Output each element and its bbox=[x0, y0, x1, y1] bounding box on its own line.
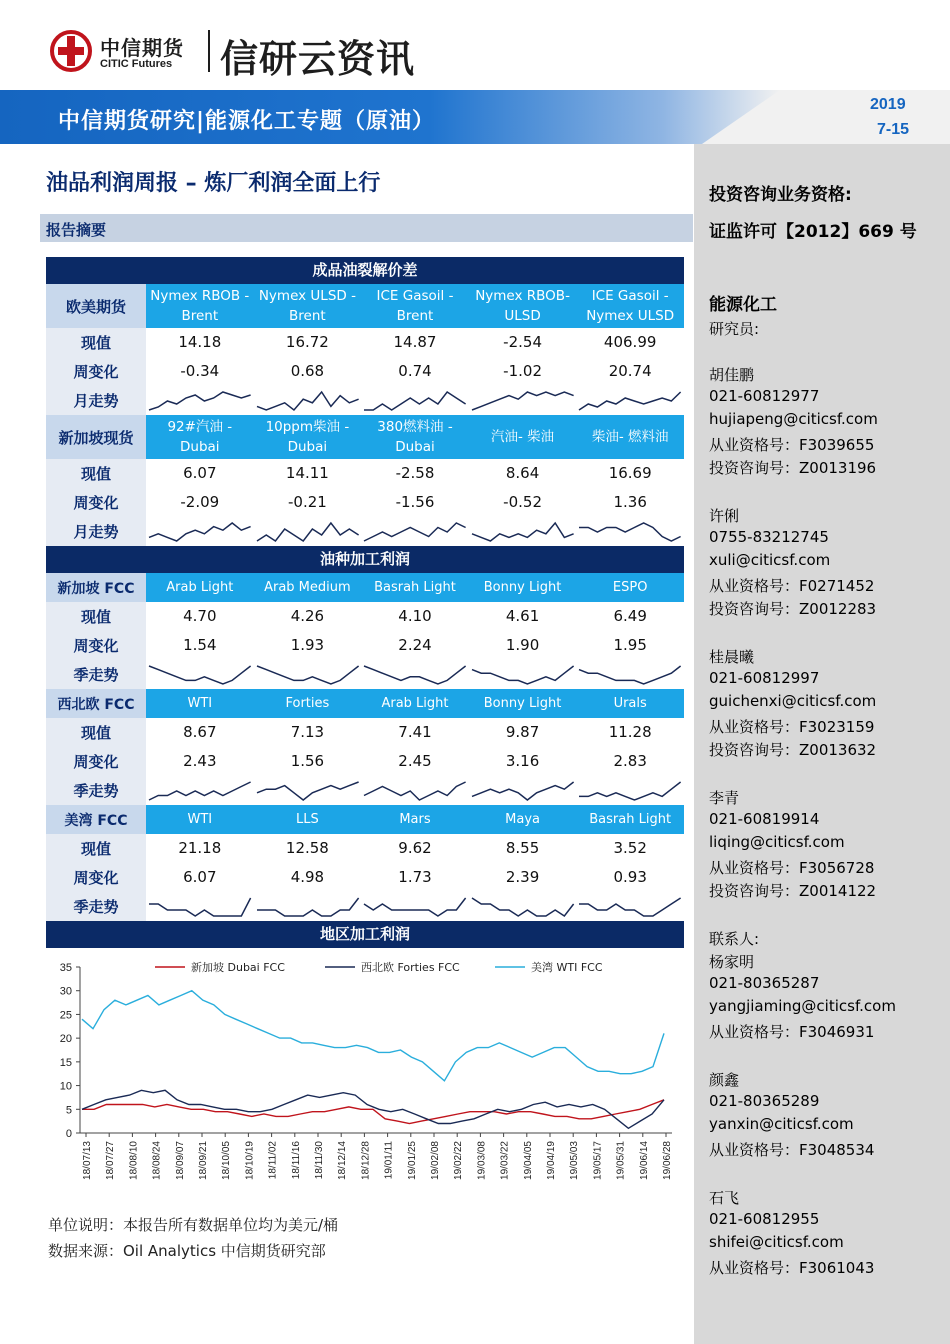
table-cell: 2.45 bbox=[398, 752, 432, 770]
column-header: ICE Gasoil - Nymex ULSD bbox=[586, 288, 675, 324]
sparkline bbox=[469, 892, 577, 921]
sparkline bbox=[146, 517, 254, 546]
qualification-title: 投资咨询业务资格: bbox=[709, 185, 852, 205]
trend-row bbox=[46, 517, 684, 546]
sparkline-path bbox=[149, 782, 251, 800]
chart-svg bbox=[40, 955, 690, 1205]
logo-en: CITIC Futures bbox=[100, 58, 173, 70]
report-title: 油品利润周报 – 炼厂利润全面上行 bbox=[46, 171, 381, 196]
sparkline-path bbox=[579, 666, 681, 684]
x-tick-label: 19/02/22 bbox=[453, 1141, 465, 1180]
sparkline bbox=[576, 660, 684, 689]
sparkline-path bbox=[149, 898, 251, 916]
sparkline bbox=[469, 776, 577, 805]
column-header: Mars bbox=[399, 811, 431, 827]
column-header: Basrah Light bbox=[374, 579, 456, 595]
source-note: 数据来源：Oil Analytics 中信期货研究部 bbox=[48, 1242, 326, 1260]
legend-label: 新加坡 Dubai FCC bbox=[191, 961, 285, 974]
researcher-name: 桂晨曦 bbox=[709, 648, 755, 666]
x-tick-label: 19/01/25 bbox=[406, 1141, 418, 1180]
sparkline bbox=[361, 517, 469, 546]
researcher-cert: 从业资格号：F3039655 bbox=[709, 436, 875, 454]
column-header: ESPO bbox=[612, 579, 648, 595]
x-tick-label: 18/12/14 bbox=[337, 1141, 349, 1180]
value-row bbox=[46, 357, 684, 386]
table-cell: 16.69 bbox=[608, 464, 652, 482]
sparkline bbox=[146, 892, 254, 921]
group-label: 欧美期货 bbox=[46, 284, 146, 328]
y-tick-label: 5 bbox=[65, 1104, 72, 1117]
sparkline-cell bbox=[146, 892, 254, 921]
sparkline bbox=[576, 892, 684, 921]
banner-date: 7-15 bbox=[877, 121, 910, 138]
x-tick-label: 19/03/08 bbox=[476, 1141, 488, 1180]
table-cell: 4.70 bbox=[183, 607, 217, 625]
banner-title: 中信期货研究|能源化工专题（原油） bbox=[58, 109, 436, 134]
sparkline-cell bbox=[576, 660, 684, 689]
column-header: 10ppm柴油 - Dubai bbox=[265, 419, 350, 455]
y-tick-label: 15 bbox=[59, 1056, 72, 1069]
sparkline bbox=[576, 386, 684, 415]
group-header bbox=[46, 415, 684, 459]
researcher-investment-no: 投资咨询号：Z0013632 bbox=[709, 741, 877, 759]
column-header: WTI bbox=[187, 695, 213, 711]
table-cell: 8.55 bbox=[505, 839, 540, 857]
researcher-cert: 从业资格号：F3056728 bbox=[709, 859, 875, 877]
table-cell: 8.64 bbox=[505, 464, 540, 482]
sparkline-path bbox=[579, 523, 681, 541]
trend-row bbox=[46, 776, 684, 805]
contact-phone: 021-80365289 bbox=[709, 1092, 820, 1110]
y-tick-label: 25 bbox=[59, 1009, 72, 1022]
summary-table bbox=[46, 257, 684, 948]
table-cell: 6.07 bbox=[183, 464, 217, 482]
sparkline-cell bbox=[469, 660, 577, 689]
table-cell: 4.61 bbox=[505, 607, 540, 625]
sparkline-path bbox=[149, 523, 251, 541]
researcher-investment-no: 投资咨询号：Z0013196 bbox=[709, 459, 877, 477]
sparkline-cell bbox=[576, 386, 684, 415]
contact-cert: 从业资格号：F3048534 bbox=[709, 1141, 875, 1159]
sparkline bbox=[254, 892, 362, 921]
sparkline-cell bbox=[576, 517, 684, 546]
row-label: 季走势 bbox=[46, 892, 146, 921]
table-cell: 3.16 bbox=[505, 752, 540, 770]
sparkline-cell bbox=[469, 386, 577, 415]
table-cell: 16.72 bbox=[285, 333, 329, 351]
sparkline-cell bbox=[146, 660, 254, 689]
x-tick-label: 18/07/27 bbox=[105, 1141, 117, 1180]
contact-label: 联系人: bbox=[709, 930, 760, 948]
table-cell: 1.73 bbox=[398, 868, 432, 886]
sparkline-path bbox=[472, 782, 574, 800]
x-tick-label: 18/11/30 bbox=[314, 1141, 325, 1180]
contact-phone: 021-80365287 bbox=[709, 974, 820, 992]
column-header: Bonny Light bbox=[483, 695, 562, 711]
value-row bbox=[46, 834, 684, 863]
sparkline bbox=[576, 776, 684, 805]
researcher-email: xuli@citicsf.com bbox=[709, 551, 831, 569]
sparkline-path bbox=[472, 392, 574, 410]
logo-divider bbox=[208, 30, 210, 72]
y-tick-label: 30 bbox=[59, 985, 72, 998]
trend-row bbox=[46, 386, 684, 415]
citic-logo-icon bbox=[50, 30, 92, 72]
researcher-name: 许俐 bbox=[709, 507, 740, 525]
researcher-phone: 021-60812977 bbox=[709, 387, 820, 405]
value-row bbox=[46, 459, 684, 488]
contact-phone: 021-60812955 bbox=[709, 1210, 820, 1228]
trend-row bbox=[46, 660, 684, 689]
x-tick-label: 18/09/21 bbox=[198, 1141, 209, 1180]
sparkline-cell bbox=[469, 776, 577, 805]
sparkline-path bbox=[257, 898, 359, 916]
x-tick-label: 19/05/17 bbox=[592, 1141, 604, 1180]
row-label: 周变化 bbox=[46, 747, 146, 776]
row-label: 现值 bbox=[46, 602, 146, 631]
contact-name: 杨家明 bbox=[709, 953, 755, 971]
table-cell: 1.90 bbox=[505, 636, 540, 654]
series-line bbox=[82, 1100, 664, 1124]
table-cell: 8.67 bbox=[183, 723, 217, 741]
column-header: LLS bbox=[296, 811, 319, 827]
unit-note: 单位说明：本报告所有数据单位均为美元/桶 bbox=[48, 1216, 339, 1234]
table-cell: 0.74 bbox=[398, 362, 432, 380]
role-label: 研究员: bbox=[709, 320, 760, 338]
sparkline-cell bbox=[254, 892, 362, 921]
row-label: 现值 bbox=[46, 718, 146, 747]
sparkline bbox=[361, 386, 469, 415]
table-cell: 11.28 bbox=[608, 723, 652, 741]
row-label: 季走势 bbox=[46, 776, 146, 805]
y-tick-label: 0 bbox=[65, 1128, 72, 1140]
group-label: 美湾 FCC bbox=[46, 805, 146, 834]
sparkline bbox=[254, 386, 362, 415]
researcher-investment-no: 投资咨询号：Z0014122 bbox=[709, 882, 877, 900]
sparkline bbox=[146, 776, 254, 805]
table-cell: 4.26 bbox=[290, 607, 325, 625]
sparkline-cell bbox=[361, 776, 469, 805]
value-row bbox=[46, 863, 684, 892]
table-cell: 1.54 bbox=[183, 636, 217, 654]
sparkline-path bbox=[364, 523, 466, 541]
sparkline-path bbox=[364, 392, 466, 410]
contact-email: yanxin@citicsf.com bbox=[709, 1115, 854, 1133]
researcher-phone: 0755-83212745 bbox=[709, 528, 829, 546]
sparkline bbox=[146, 660, 254, 689]
table-cell: -2.09 bbox=[180, 493, 220, 511]
contact-email: yangjiaming@citicsf.com bbox=[709, 997, 896, 1015]
column-header: Nymex ULSD - Brent bbox=[258, 288, 356, 324]
group-header bbox=[46, 573, 684, 602]
y-tick-label: 10 bbox=[59, 1080, 72, 1093]
sparkline-path bbox=[472, 898, 574, 916]
table-cell: 1.95 bbox=[613, 636, 647, 654]
row-label: 季走势 bbox=[46, 660, 146, 689]
x-tick-label: 18/11/02 bbox=[267, 1141, 279, 1180]
column-header: Basrah Light bbox=[589, 811, 672, 827]
researcher-cert: 从业资格号：F3023159 bbox=[709, 718, 875, 736]
trend-row bbox=[46, 892, 684, 921]
sparkline-path bbox=[472, 523, 574, 541]
x-tick-label: 19/06/14 bbox=[638, 1141, 650, 1180]
x-tick-label: 18/08/10 bbox=[128, 1141, 140, 1180]
row-label: 现值 bbox=[46, 328, 146, 357]
row-label: 现值 bbox=[46, 834, 146, 863]
sparkline bbox=[576, 517, 684, 546]
column-header: 柴油- 燃料油 bbox=[591, 429, 669, 445]
legend-label: 美湾 WTI FCC bbox=[531, 961, 603, 974]
sparkline-cell bbox=[576, 892, 684, 921]
column-header: 汽油- 柴油 bbox=[490, 429, 555, 445]
value-row bbox=[46, 602, 684, 631]
table-cell: 0.68 bbox=[290, 362, 325, 380]
sparkline-path bbox=[472, 666, 574, 684]
regional-margin-chart bbox=[40, 955, 690, 1205]
researcher-email: liqing@citicsf.com bbox=[709, 833, 845, 851]
column-header: ICE Gasoil - Brent bbox=[376, 288, 454, 324]
column-header: Arab Light bbox=[166, 579, 234, 595]
column-header: Arab Light bbox=[381, 695, 449, 711]
table-cell: -1.02 bbox=[503, 362, 542, 380]
legend-label: 西北欧 Forties FCC bbox=[361, 961, 460, 974]
y-tick-label: 20 bbox=[59, 1033, 72, 1046]
section-title: 地区加工利润 bbox=[46, 921, 684, 948]
contact-name: 颜鑫 bbox=[709, 1071, 740, 1089]
banner-year: 2019 bbox=[870, 96, 906, 113]
researcher-phone: 021-60812997 bbox=[709, 669, 820, 687]
sparkline-path bbox=[364, 666, 466, 684]
table-cell: 14.11 bbox=[285, 464, 329, 482]
table-cell: -0.34 bbox=[180, 362, 220, 380]
table-cell: 4.10 bbox=[398, 607, 432, 625]
group-header bbox=[46, 284, 684, 328]
x-tick-label: 19/06/28 bbox=[662, 1141, 673, 1180]
researcher-name: 胡佳鹏 bbox=[709, 366, 755, 384]
contact-email: shifei@citicsf.com bbox=[709, 1233, 844, 1251]
sparkline bbox=[469, 386, 577, 415]
column-header: Urals bbox=[613, 695, 647, 711]
sparkline-path bbox=[579, 898, 681, 916]
group-header bbox=[46, 805, 684, 834]
row-label: 月走势 bbox=[46, 386, 146, 415]
x-tick-label: 18/07/13 bbox=[82, 1141, 93, 1180]
sparkline-path bbox=[149, 666, 251, 684]
researcher-cert: 从业资格号：F0271452 bbox=[709, 577, 875, 595]
x-tick-label: 18/10/05 bbox=[221, 1141, 233, 1180]
table-cell: 14.18 bbox=[178, 333, 222, 351]
row-label: 月走势 bbox=[46, 517, 146, 546]
table-cell: 1.93 bbox=[290, 636, 325, 654]
group-label: 新加坡 FCC bbox=[46, 573, 146, 602]
sparkline-cell bbox=[576, 776, 684, 805]
sparkline-cell bbox=[361, 517, 469, 546]
value-row bbox=[46, 488, 684, 517]
table-cell: 2.83 bbox=[613, 752, 647, 770]
researcher-email: guichenxi@citicsf.com bbox=[709, 692, 877, 710]
group-label: 西北欧 FCC bbox=[46, 689, 146, 718]
column-header: WTI bbox=[187, 811, 213, 827]
section-title: 成品油裂解价差 bbox=[46, 257, 684, 284]
sparkline-path bbox=[257, 523, 359, 541]
sparkline-cell bbox=[254, 776, 362, 805]
row-label: 现值 bbox=[46, 459, 146, 488]
x-tick-label: 18/11/16 bbox=[290, 1141, 302, 1180]
table-cell: 2.39 bbox=[505, 868, 540, 886]
sparkline-cell bbox=[361, 892, 469, 921]
row-label: 周变化 bbox=[46, 863, 146, 892]
table-cell: 7.13 bbox=[290, 723, 325, 741]
sparkline-path bbox=[579, 782, 681, 800]
column-header: 92#汽油 - Dubai bbox=[167, 419, 233, 455]
sparkline-path bbox=[364, 898, 466, 916]
table-cell: 14.87 bbox=[393, 333, 437, 351]
table-cell: 6.49 bbox=[613, 607, 647, 625]
table-cell: -0.52 bbox=[503, 493, 542, 511]
value-row bbox=[46, 747, 684, 776]
logo-cn: 中信期货 bbox=[100, 36, 184, 60]
sparkline bbox=[254, 776, 362, 805]
sparkline bbox=[469, 660, 577, 689]
x-tick-label: 19/02/08 bbox=[430, 1141, 441, 1180]
x-tick-label: 18/08/24 bbox=[151, 1141, 163, 1180]
value-row bbox=[46, 328, 684, 357]
column-header: Bonny Light bbox=[483, 579, 562, 595]
x-tick-label: 18/12/28 bbox=[360, 1141, 372, 1180]
sparkline-cell bbox=[146, 517, 254, 546]
researcher-investment-no: 投资咨询号：Z0012283 bbox=[709, 600, 877, 618]
logo bbox=[50, 24, 450, 80]
column-header: Nymex RBOB- ULSD bbox=[475, 288, 570, 324]
abstract-bar bbox=[40, 214, 693, 242]
sparkline-cell bbox=[146, 386, 254, 415]
abstract-label: 报告摘要 bbox=[46, 221, 107, 239]
column-header: Arab Medium bbox=[264, 579, 351, 595]
row-label: 周变化 bbox=[46, 631, 146, 660]
table-cell: 9.62 bbox=[398, 839, 432, 857]
researcher-phone: 021-60819914 bbox=[709, 810, 820, 828]
column-header: Maya bbox=[505, 811, 540, 827]
group-header bbox=[46, 689, 684, 718]
x-tick-label: 19/05/03 bbox=[569, 1141, 581, 1180]
group-label: 新加坡现货 bbox=[46, 415, 146, 459]
x-tick-label: 18/09/07 bbox=[174, 1141, 186, 1180]
department: 能源化工 bbox=[709, 295, 777, 315]
series-line bbox=[82, 991, 664, 1081]
sparkline bbox=[469, 517, 577, 546]
sparkline-path bbox=[257, 782, 359, 800]
table-cell: 2.43 bbox=[183, 752, 217, 770]
sparkline-path bbox=[364, 782, 466, 800]
value-row bbox=[46, 631, 684, 660]
sparkline bbox=[254, 660, 362, 689]
sparkline-cell bbox=[254, 386, 362, 415]
x-tick-label: 19/05/31 bbox=[615, 1141, 627, 1180]
contact-cert: 从业资格号：F3061043 bbox=[709, 1259, 875, 1277]
sparkline bbox=[361, 660, 469, 689]
sparkline-path bbox=[149, 392, 251, 410]
table-cell: -2.58 bbox=[395, 464, 435, 482]
x-tick-label: 19/04/19 bbox=[546, 1141, 557, 1180]
sparkline-path bbox=[257, 392, 359, 410]
sparkline bbox=[361, 892, 469, 921]
x-tick-label: 18/10/19 bbox=[244, 1141, 256, 1180]
x-tick-label: 19/04/05 bbox=[522, 1141, 534, 1180]
value-row bbox=[46, 718, 684, 747]
sparkline-path bbox=[579, 392, 681, 410]
table-cell: 6.07 bbox=[183, 868, 217, 886]
table-cell: 1.36 bbox=[613, 493, 647, 511]
row-label: 周变化 bbox=[46, 357, 146, 386]
x-tick-label: 19/01/11 bbox=[383, 1141, 395, 1180]
table-cell: 406.99 bbox=[603, 333, 657, 351]
column-header: Forties bbox=[285, 695, 330, 711]
y-tick-label: 35 bbox=[59, 962, 72, 974]
table-cell: 2.24 bbox=[398, 636, 432, 654]
x-tick-label: 19/03/22 bbox=[499, 1141, 511, 1180]
row-label: 周变化 bbox=[46, 488, 146, 517]
contact-cert: 从业资格号：F3046931 bbox=[709, 1023, 875, 1041]
table-cell: 9.87 bbox=[505, 723, 540, 741]
table-cell: -0.21 bbox=[287, 493, 327, 511]
table-cell: 7.41 bbox=[398, 723, 432, 741]
column-header: 380燃料油 - Dubai bbox=[377, 419, 453, 455]
sparkline bbox=[146, 386, 254, 415]
sparkline-cell bbox=[469, 892, 577, 921]
column-header: Nymex RBOB - Brent bbox=[150, 288, 250, 324]
table-cell: 21.18 bbox=[178, 839, 222, 857]
sparkline-cell bbox=[361, 660, 469, 689]
table-cell: 4.98 bbox=[290, 868, 325, 886]
sparkline bbox=[361, 776, 469, 805]
table-cell: 12.58 bbox=[285, 839, 329, 857]
table-cell: -2.54 bbox=[503, 333, 542, 351]
sparkline-path bbox=[257, 666, 359, 684]
sparkline-cell bbox=[469, 517, 577, 546]
sparkline bbox=[254, 517, 362, 546]
sparkline-cell bbox=[254, 660, 362, 689]
table-cell: 0.93 bbox=[613, 868, 647, 886]
sparkline-cell bbox=[146, 776, 254, 805]
sparkline-cell bbox=[361, 386, 469, 415]
qualification-number: 证监许可【2012】669 号 bbox=[709, 222, 917, 242]
brand-title: 信研云资讯 bbox=[220, 37, 416, 81]
table-cell: 3.52 bbox=[613, 839, 647, 857]
section-title: 油种加工利润 bbox=[46, 546, 684, 573]
researcher-name: 李青 bbox=[709, 789, 740, 807]
table-cell: 20.74 bbox=[608, 362, 652, 380]
contact-name: 石飞 bbox=[709, 1189, 740, 1207]
table-cell: -1.56 bbox=[395, 493, 435, 511]
researcher-email: hujiapeng@citicsf.com bbox=[709, 410, 878, 428]
sparkline-cell bbox=[254, 517, 362, 546]
table-cell: 1.56 bbox=[290, 752, 325, 770]
